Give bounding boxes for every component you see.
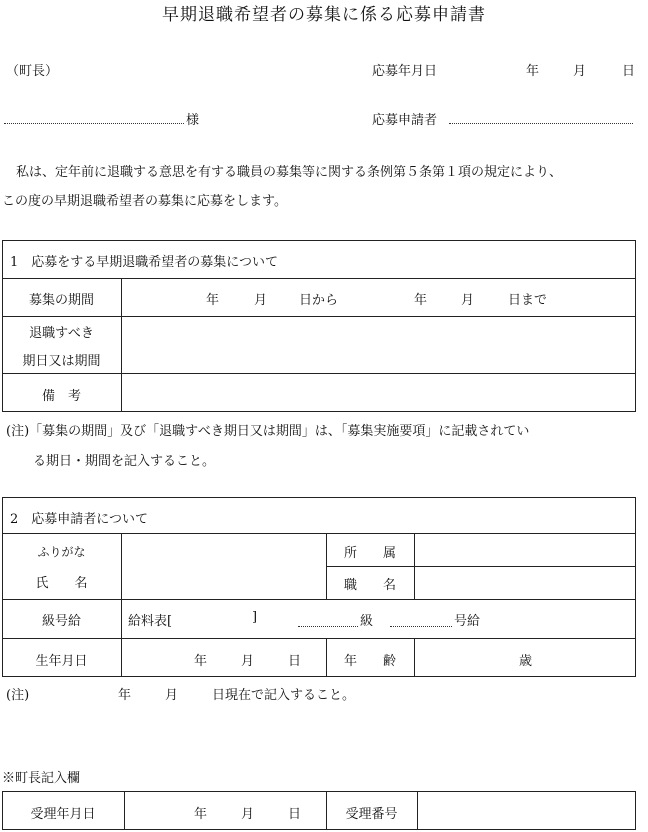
period-from-day: 日から [299, 293, 339, 308]
section2-note-rest: 日現在で記入すること。 [212, 688, 356, 703]
period-from-year: 年 [206, 293, 220, 308]
received-number-label: 受理番号 [345, 807, 398, 822]
birth-day: 日 [288, 654, 302, 669]
section2-note-year: 年 [118, 688, 132, 703]
intro-line-2: この度の早期退職希望者の募集に応募をします。 [2, 194, 287, 209]
section1-note-2: る期日・期間を記入すること。 [33, 454, 216, 469]
date-label: 応募年月日 [372, 64, 438, 79]
period-to-year: 年 [414, 293, 428, 308]
applicant-name-line[interactable] [449, 123, 633, 124]
furigana-label: ふりがな [37, 545, 86, 559]
grade-label: 級号給 [41, 614, 81, 629]
section2-note-month: 月 [165, 688, 179, 703]
retire-label-1: 退職すべき [29, 326, 94, 341]
period-to-month: 月 [461, 293, 475, 308]
age-label: 年 齢 [343, 654, 396, 669]
period-from-month: 月 [254, 293, 268, 308]
retire-label-2: 期日又は期間 [22, 354, 101, 369]
intro-line-1: 私は、定年前に退職する意思を有する職員の募集等に関する条例第５条第１項の規定により、 [16, 165, 563, 180]
date-month: 月 [573, 64, 587, 79]
section2-heading: 2 応募申請者について [10, 512, 149, 527]
remarks-label: 備 考 [41, 389, 81, 404]
received-number-field[interactable] [418, 792, 635, 829]
recv-year: 年 [194, 807, 208, 822]
salary-table-close: ] [252, 610, 258, 625]
applicant-label: 応募申請者 [372, 113, 438, 128]
section2-note-prefix: (注) [6, 688, 30, 703]
position-label: 職 名 [343, 578, 396, 593]
section1-note-1: (注)「募集の期間」及び「退職すべき期日又は期間」は、「募集実施要項」に記載されてい [6, 424, 530, 439]
affiliation-field[interactable] [415, 534, 635, 565]
name-label: 氏 名 [35, 576, 88, 591]
gokyu-label: 号給 [454, 614, 481, 629]
addressee-name-line[interactable] [4, 123, 184, 124]
section1-heading: 1 応募をする早期退職希望者の募集について [10, 255, 279, 270]
period-to-day: 日まで [508, 293, 548, 308]
received-date-label: 受理年月日 [30, 807, 96, 822]
mayor-section-heading: ※町長記入欄 [2, 771, 81, 786]
gokyu-field[interactable] [390, 626, 452, 627]
date-day: 日 [622, 64, 636, 79]
remarks-field[interactable] [122, 374, 635, 411]
birth-year: 年 [194, 654, 208, 669]
name-field[interactable] [122, 534, 325, 598]
age-unit: 歳 [519, 654, 533, 669]
position-field[interactable] [415, 567, 635, 598]
affiliation-label: 所 属 [343, 546, 396, 561]
page-title: 早期退職希望者の募集に係る応募申請書 [162, 5, 486, 25]
kyu-field[interactable] [298, 626, 358, 627]
salary-table-label: 給料表[ [128, 614, 173, 629]
sama: 様 [186, 113, 200, 128]
date-year: 年 [526, 64, 540, 79]
addressee: （町長） [6, 64, 59, 79]
period-label: 募集の期間 [28, 293, 94, 308]
recv-day: 日 [288, 807, 302, 822]
birth-month: 月 [241, 654, 255, 669]
recv-month: 月 [241, 807, 255, 822]
birth-label: 生年月日 [35, 654, 88, 669]
retire-date-field[interactable] [122, 317, 635, 372]
kyu-label: 級 [360, 614, 374, 629]
